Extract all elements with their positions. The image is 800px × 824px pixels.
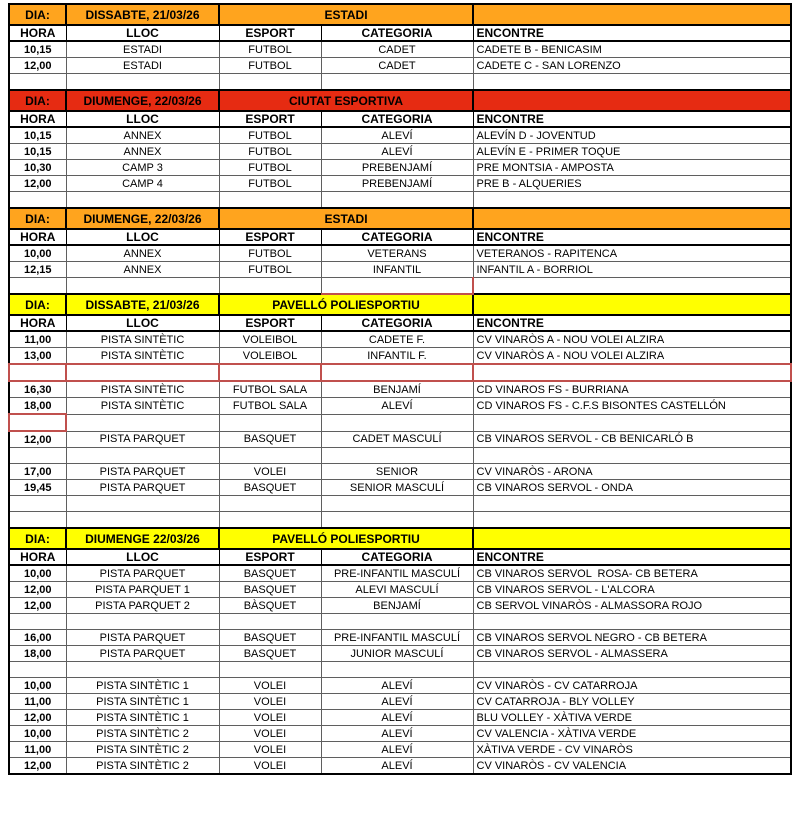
- column-header-encontre: ENCONTRE: [473, 25, 791, 41]
- categoria-cell: ALEVI MASCULÍ: [321, 582, 473, 598]
- categoria-cell: PREBENJAMÍ: [321, 176, 473, 192]
- empty-cell: [219, 662, 321, 678]
- categoria-cell: ALEVÍ: [321, 710, 473, 726]
- column-header-row: [9, 25, 791, 41]
- hora-cell: 12,00: [9, 176, 66, 192]
- lloc-cell: PISTA SINTÈTIC: [66, 398, 219, 415]
- encontre-cell: CV VINARÒS - CV CATARROJA: [473, 678, 791, 694]
- column-header-encontre: ENCONTRE: [473, 111, 791, 127]
- categoria-cell: ALEVÍ: [321, 758, 473, 775]
- hora-cell: 11,00: [9, 742, 66, 758]
- day-label-cell: DIA:: [9, 528, 66, 549]
- column-header-lloc: LLOC: [66, 315, 219, 331]
- hora-cell: 18,00: [9, 398, 66, 415]
- esport-cell: VOLEI: [219, 710, 321, 726]
- encontre-cell: CD VINAROS FS - C.F.S BISONTES CASTELLÓN: [473, 398, 791, 415]
- empty-cell: [66, 448, 219, 464]
- empty-cell: [321, 414, 473, 431]
- column-header-categoria: CATEGORIA: [321, 111, 473, 127]
- empty-cell: [9, 74, 66, 91]
- match-row: [9, 431, 791, 448]
- esport-cell: FUTBOL: [219, 262, 321, 278]
- categoria-cell: ALEVÍ: [321, 726, 473, 742]
- lloc-cell: PISTA SINTÈTIC 2: [66, 726, 219, 742]
- empty-cell: [219, 512, 321, 529]
- day-header-row: [9, 4, 791, 25]
- column-header-categoria: CATEGORIA: [321, 549, 473, 565]
- hora-cell: 11,00: [9, 331, 66, 348]
- column-header-categoria: CATEGORIA: [321, 229, 473, 245]
- day-venue-cell: PAVELLÓ POLIESPORTIU: [219, 528, 473, 549]
- empty-cell: [473, 364, 791, 381]
- empty-cell: [321, 74, 473, 91]
- encontre-cell: CADETE C - SAN LORENZO: [473, 58, 791, 74]
- lloc-cell: PISTA SINTÈTIC: [66, 331, 219, 348]
- column-header-hora: HORA: [9, 111, 66, 127]
- encontre-cell: CB VINAROS SERVOL - ALMASSERA: [473, 646, 791, 662]
- lloc-cell: PISTA SINTÈTIC: [66, 348, 219, 365]
- esport-cell: FUTBOL SALA: [219, 398, 321, 415]
- empty-row: [9, 448, 791, 464]
- match-row: [9, 646, 791, 662]
- categoria-cell: VETERANS: [321, 245, 473, 262]
- categoria-cell: JUNIOR MASCULÍ: [321, 646, 473, 662]
- empty-row: [9, 614, 791, 630]
- empty-cell: [321, 364, 473, 381]
- empty-cell: [66, 662, 219, 678]
- day-venue-cell: ESTADI: [219, 208, 473, 229]
- day-label-cell: DIA:: [9, 208, 66, 229]
- day-header-row: [9, 528, 791, 549]
- match-row: [9, 678, 791, 694]
- hora-cell: 12,00: [9, 582, 66, 598]
- column-header-row: [9, 111, 791, 127]
- match-row: [9, 694, 791, 710]
- match-row: [9, 144, 791, 160]
- lloc-cell: PISTA PARQUET: [66, 480, 219, 496]
- encontre-cell: CB SERVOL VINARÒS - ALMASSORA ROJO: [473, 598, 791, 614]
- day-date-cell: DIUMENGE, 22/03/26: [66, 208, 219, 229]
- day-filler-cell: [473, 294, 791, 315]
- empty-cell: [321, 192, 473, 209]
- lloc-cell: ANNEX: [66, 127, 219, 144]
- empty-cell: [66, 192, 219, 209]
- day-header-row: [9, 208, 791, 229]
- lloc-cell: PISTA PARQUET: [66, 464, 219, 480]
- hora-cell: 12,00: [9, 598, 66, 614]
- esport-cell: BASQUET: [219, 646, 321, 662]
- categoria-cell: PRE-INFANTIL MASCULÍ: [321, 565, 473, 582]
- match-row: [9, 742, 791, 758]
- empty-cell: [66, 74, 219, 91]
- empty-cell: [66, 414, 219, 431]
- empty-row: [9, 512, 791, 529]
- encontre-cell: CV VINARÒS - CV VALENCIA: [473, 758, 791, 775]
- day-header-row: [9, 294, 791, 315]
- lloc-cell: ANNEX: [66, 262, 219, 278]
- lloc-cell: PISTA PARQUET: [66, 630, 219, 646]
- lloc-cell: ANNEX: [66, 245, 219, 262]
- empty-cell: [66, 512, 219, 529]
- categoria-cell: ALEVÍ: [321, 678, 473, 694]
- empty-cell: [473, 448, 791, 464]
- categoria-cell: CADET: [321, 58, 473, 74]
- day-filler-cell: [473, 528, 791, 549]
- encontre-cell: CB VINAROS SERVOL - L'ALCORA: [473, 582, 791, 598]
- day-filler-cell: [473, 4, 791, 25]
- column-header-hora: HORA: [9, 229, 66, 245]
- empty-cell: [9, 414, 66, 431]
- hora-cell: 12,00: [9, 758, 66, 775]
- esport-cell: FUTBOL: [219, 176, 321, 192]
- lloc-cell: PISTA SINTÈTIC 1: [66, 710, 219, 726]
- empty-row: [9, 496, 791, 512]
- hora-cell: 10,15: [9, 127, 66, 144]
- esport-cell: VOLEI: [219, 464, 321, 480]
- categoria-cell: ALEVÍ: [321, 742, 473, 758]
- match-row: [9, 381, 791, 398]
- day-filler-cell: [473, 90, 791, 111]
- empty-row: [9, 662, 791, 678]
- empty-cell: [9, 278, 66, 295]
- esport-cell: BASQUET: [219, 480, 321, 496]
- day-venue-cell: CIUTAT ESPORTIVA: [219, 90, 473, 111]
- hora-cell: 10,00: [9, 678, 66, 694]
- encontre-cell: CB VINAROS SERVOL - ONDA: [473, 480, 791, 496]
- match-row: [9, 348, 791, 365]
- match-row: [9, 176, 791, 192]
- encontre-cell: CV VINARÒS A - NOU VOLEI ALZIRA: [473, 331, 791, 348]
- empty-cell: [66, 364, 219, 381]
- empty-row: [9, 74, 791, 91]
- empty-cell: [9, 192, 66, 209]
- esport-cell: VOLEI: [219, 694, 321, 710]
- lloc-cell: ESTADI: [66, 58, 219, 74]
- match-row: [9, 758, 791, 775]
- esport-cell: BASQUET: [219, 565, 321, 582]
- encontre-cell: CV CATARROJA - BLY VOLLEY: [473, 694, 791, 710]
- esport-cell: VOLEI: [219, 758, 321, 775]
- match-row: [9, 565, 791, 582]
- day-date-cell: DIUMENGE, 22/03/26: [66, 90, 219, 111]
- hora-cell: 12,15: [9, 262, 66, 278]
- lloc-cell: PISTA PARQUET: [66, 431, 219, 448]
- hora-cell: 11,00: [9, 694, 66, 710]
- day-label-cell: DIA:: [9, 294, 66, 315]
- encontre-cell: CV VALENCIA - XÀTIVA VERDE: [473, 726, 791, 742]
- column-header-row: [9, 549, 791, 565]
- empty-cell: [219, 496, 321, 512]
- lloc-cell: PISTA PARQUET: [66, 565, 219, 582]
- empty-cell: [219, 364, 321, 381]
- hora-cell: 16,00: [9, 630, 66, 646]
- encontre-cell: CV VINARÒS - ARONA: [473, 464, 791, 480]
- lloc-cell: ESTADI: [66, 41, 219, 58]
- day-date-cell: DISSABTE, 21/03/26: [66, 294, 219, 315]
- empty-row: [9, 414, 791, 431]
- empty-row: [9, 364, 791, 381]
- encontre-cell: CB VINAROS SERVOL NEGRO - CB BETERA: [473, 630, 791, 646]
- match-row: [9, 726, 791, 742]
- lloc-cell: PISTA SINTÈTIC 2: [66, 758, 219, 775]
- column-header-esport: ESPORT: [219, 229, 321, 245]
- match-row: [9, 398, 791, 415]
- encontre-cell: PRE B - ALQUERIES: [473, 176, 791, 192]
- categoria-cell: CADET MASCULÍ: [321, 431, 473, 448]
- match-row: [9, 464, 791, 480]
- empty-cell: [473, 512, 791, 529]
- match-row: [9, 331, 791, 348]
- categoria-cell: SENIOR MASCULÍ: [321, 480, 473, 496]
- empty-cell: [219, 278, 321, 295]
- lloc-cell: PISTA SINTÈTIC: [66, 381, 219, 398]
- lloc-cell: PISTA PARQUET: [66, 646, 219, 662]
- hora-cell: 17,00: [9, 464, 66, 480]
- esport-cell: BASQUET: [219, 630, 321, 646]
- column-header-lloc: LLOC: [66, 549, 219, 565]
- esport-cell: VOLEI: [219, 678, 321, 694]
- empty-cell: [473, 192, 791, 209]
- empty-cell: [473, 74, 791, 91]
- empty-cell: [321, 512, 473, 529]
- esport-cell: FUTBOL: [219, 160, 321, 176]
- esport-cell: FUTBOL: [219, 127, 321, 144]
- encontre-cell: CB VINAROS SERVOL ROSA- CB BETERA: [473, 565, 791, 582]
- categoria-cell: BENJAMÍ: [321, 598, 473, 614]
- column-header-categoria: CATEGORIA: [321, 315, 473, 331]
- lloc-cell: PISTA PARQUET 1: [66, 582, 219, 598]
- esport-cell: VOLEI: [219, 726, 321, 742]
- encontre-cell: PRE MONTSIA - AMPOSTA: [473, 160, 791, 176]
- lloc-cell: ANNEX: [66, 144, 219, 160]
- schedule-table: [8, 3, 792, 775]
- hora-cell: 10,15: [9, 144, 66, 160]
- categoria-cell: SENIOR: [321, 464, 473, 480]
- match-row: [9, 245, 791, 262]
- column-header-encontre: ENCONTRE: [473, 315, 791, 331]
- esport-cell: FUTBOL: [219, 41, 321, 58]
- column-header-esport: ESPORT: [219, 549, 321, 565]
- categoria-cell: CADETE F.: [321, 331, 473, 348]
- hora-cell: 12,00: [9, 431, 66, 448]
- hora-cell: 18,00: [9, 646, 66, 662]
- encontre-cell: ALEVÍN D - JOVENTUD: [473, 127, 791, 144]
- categoria-cell: INFANTIL: [321, 262, 473, 278]
- column-header-hora: HORA: [9, 549, 66, 565]
- esport-cell: BASQUET: [219, 431, 321, 448]
- lloc-cell: CAMP 4: [66, 176, 219, 192]
- day-filler-cell: [473, 208, 791, 229]
- hora-cell: 16,30: [9, 381, 66, 398]
- hora-cell: 10,30: [9, 160, 66, 176]
- encontre-cell: ALEVÍN E - PRIMER TOQUE: [473, 144, 791, 160]
- esport-cell: FUTBOL: [219, 245, 321, 262]
- empty-cell: [321, 614, 473, 630]
- match-row: [9, 127, 791, 144]
- empty-cell: [219, 614, 321, 630]
- empty-cell: [9, 512, 66, 529]
- categoria-cell: ALEVÍ: [321, 127, 473, 144]
- encontre-cell: XÀTIVA VERDE - CV VINARÒS: [473, 742, 791, 758]
- match-row: [9, 41, 791, 58]
- categoria-cell: PRE-INFANTIL MASCULÍ: [321, 630, 473, 646]
- empty-cell: [66, 278, 219, 295]
- match-row: [9, 58, 791, 74]
- column-header-row: [9, 315, 791, 331]
- empty-cell: [9, 364, 66, 381]
- empty-cell: [9, 448, 66, 464]
- column-header-categoria: CATEGORIA: [321, 25, 473, 41]
- esport-cell: BÀSQUET: [219, 598, 321, 614]
- match-row: [9, 582, 791, 598]
- schedule-body: [9, 4, 791, 774]
- hora-cell: 12,00: [9, 58, 66, 74]
- hora-cell: 10,00: [9, 245, 66, 262]
- empty-cell: [321, 496, 473, 512]
- column-header-hora: HORA: [9, 315, 66, 331]
- column-header-row: [9, 229, 791, 245]
- empty-cell: [473, 662, 791, 678]
- empty-cell: [9, 662, 66, 678]
- empty-cell: [321, 278, 473, 295]
- categoria-cell: INFANTIL F.: [321, 348, 473, 365]
- categoria-cell: ALEVÍ: [321, 144, 473, 160]
- column-header-lloc: LLOC: [66, 25, 219, 41]
- hora-cell: 10,15: [9, 41, 66, 58]
- empty-cell: [473, 614, 791, 630]
- categoria-cell: ALEVÍ: [321, 398, 473, 415]
- empty-cell: [473, 278, 791, 295]
- empty-cell: [9, 496, 66, 512]
- encontre-cell: CV VINARÒS A - NOU VOLEI ALZIRA: [473, 348, 791, 365]
- empty-cell: [66, 496, 219, 512]
- day-label-cell: DIA:: [9, 90, 66, 111]
- empty-cell: [219, 74, 321, 91]
- empty-cell: [219, 192, 321, 209]
- encontre-cell: CADETE B - BENICASIM: [473, 41, 791, 58]
- esport-cell: FUTBOL: [219, 144, 321, 160]
- column-header-encontre: ENCONTRE: [473, 229, 791, 245]
- encontre-cell: CB VINAROS SERVOL - CB BENICARLÓ B: [473, 431, 791, 448]
- day-venue-cell: PAVELLÓ POLIESPORTIU: [219, 294, 473, 315]
- lloc-cell: CAMP 3: [66, 160, 219, 176]
- day-date-cell: DIUMENGE 22/03/26: [66, 528, 219, 549]
- empty-row: [9, 192, 791, 209]
- empty-cell: [321, 448, 473, 464]
- esport-cell: BASQUET: [219, 582, 321, 598]
- categoria-cell: CADET: [321, 41, 473, 58]
- hora-cell: 19,45: [9, 480, 66, 496]
- esport-cell: VOLEIBOL: [219, 331, 321, 348]
- lloc-cell: PISTA SINTÈTIC 1: [66, 678, 219, 694]
- encontre-cell: VETERANOS - RAPITENCA: [473, 245, 791, 262]
- esport-cell: FUTBOL: [219, 58, 321, 74]
- empty-cell: [219, 414, 321, 431]
- empty-cell: [473, 414, 791, 431]
- empty-row: [9, 278, 791, 295]
- day-venue-cell: ESTADI: [219, 4, 473, 25]
- empty-cell: [321, 662, 473, 678]
- column-header-lloc: LLOC: [66, 229, 219, 245]
- column-header-hora: HORA: [9, 25, 66, 41]
- categoria-cell: BENJAMÍ: [321, 381, 473, 398]
- empty-cell: [473, 496, 791, 512]
- match-row: [9, 630, 791, 646]
- day-label-cell: DIA:: [9, 4, 66, 25]
- column-header-lloc: LLOC: [66, 111, 219, 127]
- match-row: [9, 598, 791, 614]
- empty-cell: [66, 614, 219, 630]
- match-row: [9, 480, 791, 496]
- lloc-cell: PISTA SINTÈTIC 2: [66, 742, 219, 758]
- column-header-esport: ESPORT: [219, 111, 321, 127]
- lloc-cell: PISTA SINTÈTIC 1: [66, 694, 219, 710]
- hora-cell: 13,00: [9, 348, 66, 365]
- encontre-cell: INFANTIL A - BORRIOL: [473, 262, 791, 278]
- esport-cell: VOLEI: [219, 742, 321, 758]
- hora-cell: 12,00: [9, 710, 66, 726]
- empty-cell: [219, 448, 321, 464]
- match-row: [9, 160, 791, 176]
- column-header-esport: ESPORT: [219, 315, 321, 331]
- encontre-cell: CD VINAROS FS - BURRIANA: [473, 381, 791, 398]
- hora-cell: 10,00: [9, 565, 66, 582]
- column-header-encontre: ENCONTRE: [473, 549, 791, 565]
- empty-cell: [9, 614, 66, 630]
- day-date-cell: DISSABTE, 21/03/26: [66, 4, 219, 25]
- lloc-cell: PISTA PARQUET 2: [66, 598, 219, 614]
- day-header-row: [9, 90, 791, 111]
- esport-cell: VOLEIBOL: [219, 348, 321, 365]
- hora-cell: 10,00: [9, 726, 66, 742]
- categoria-cell: ALEVÍ: [321, 694, 473, 710]
- encontre-cell: BLU VOLLEY - XÀTIVA VERDE: [473, 710, 791, 726]
- match-row: [9, 262, 791, 278]
- column-header-esport: ESPORT: [219, 25, 321, 41]
- esport-cell: FUTBOL SALA: [219, 381, 321, 398]
- match-row: [9, 710, 791, 726]
- categoria-cell: PREBENJAMÍ: [321, 160, 473, 176]
